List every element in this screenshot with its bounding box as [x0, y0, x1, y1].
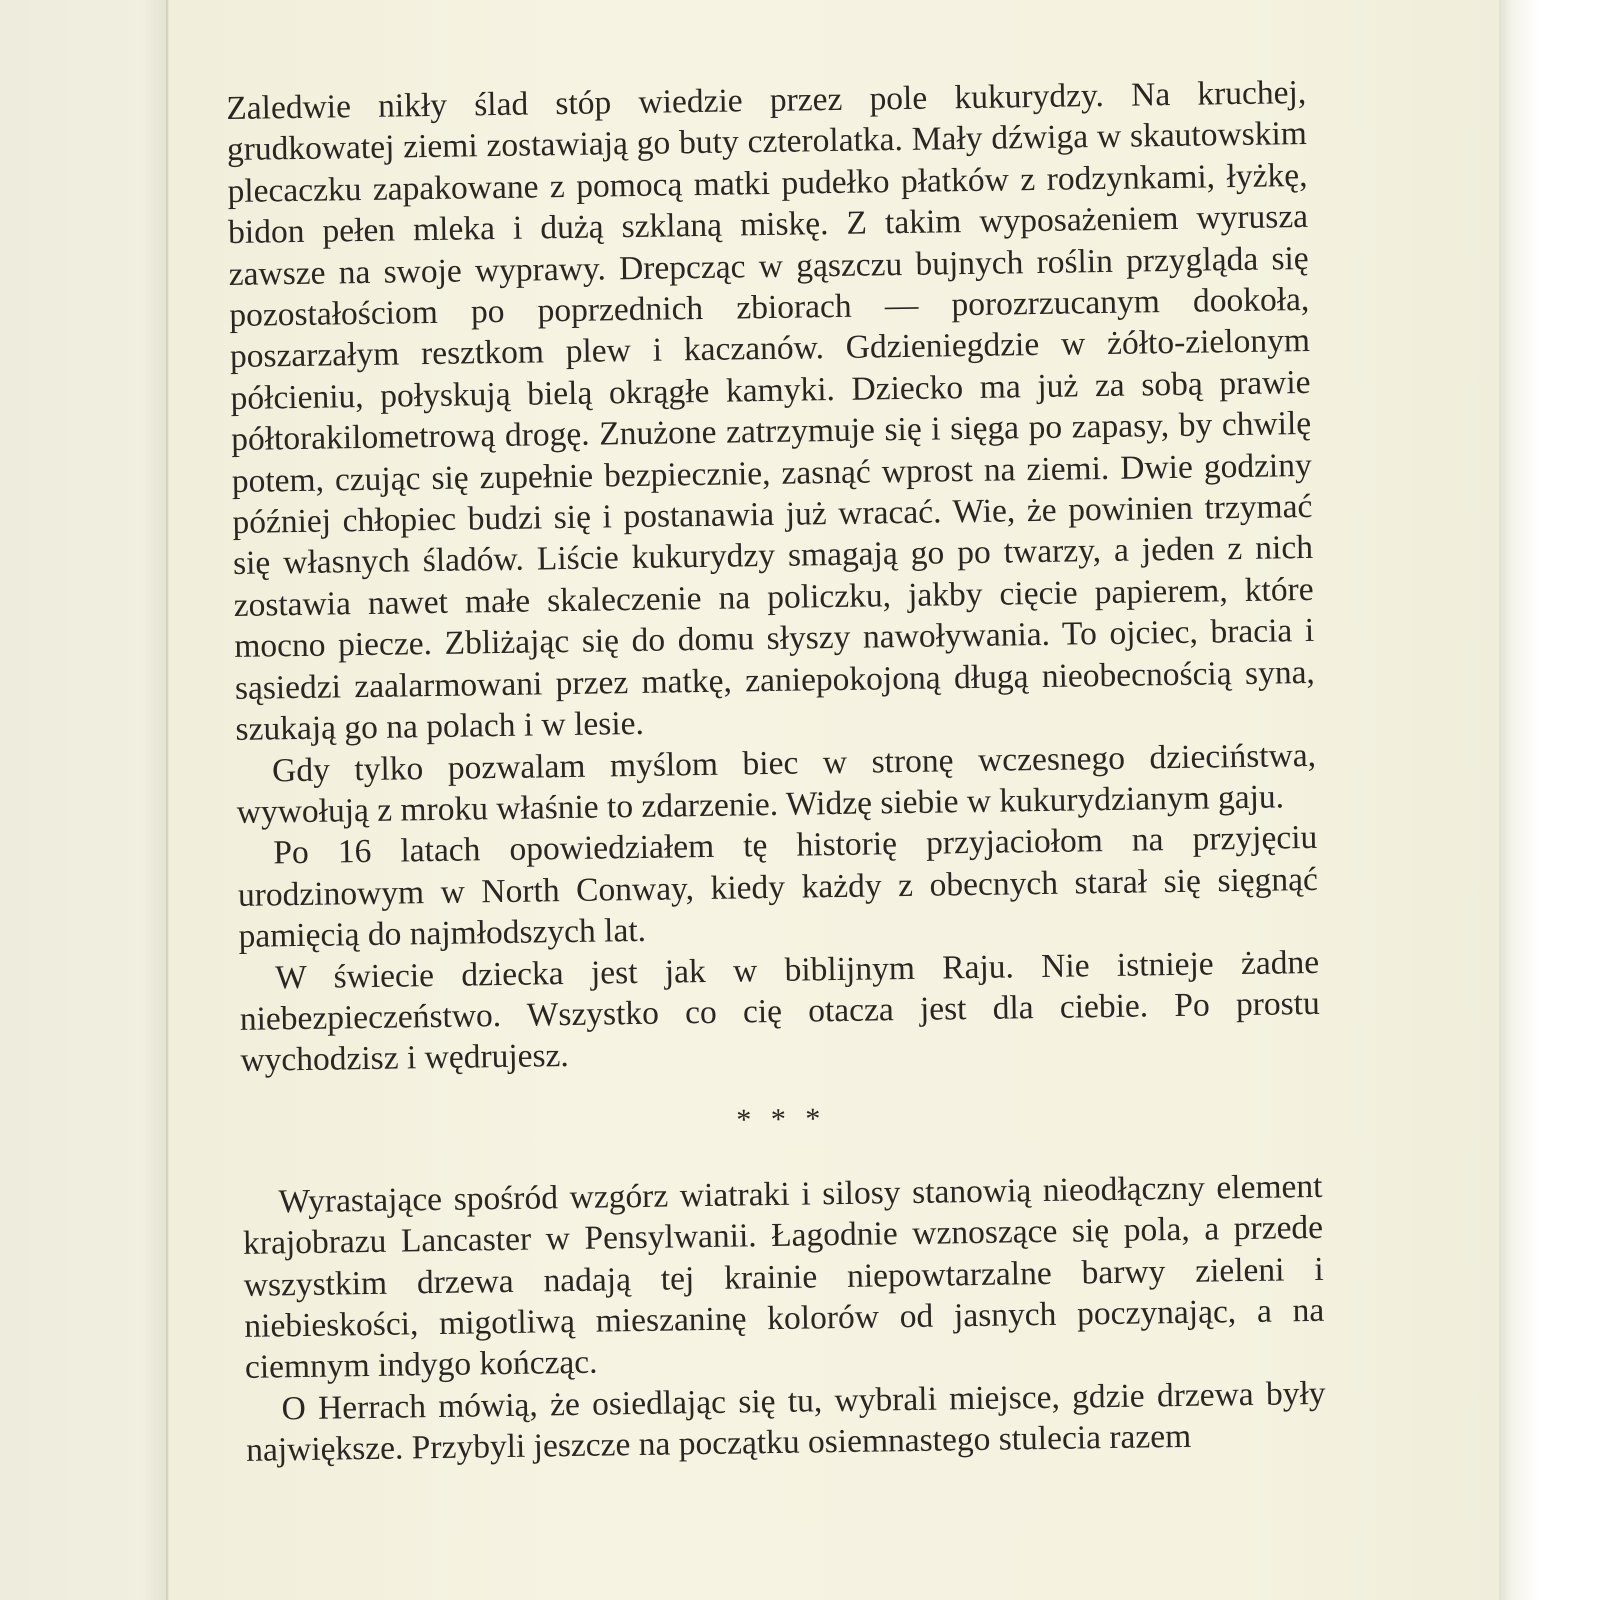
- page-right-edge: [1499, 0, 1600, 1600]
- section-break-asterisks: * * *: [736, 1101, 827, 1137]
- paragraph-3: Po 16 latach opowiedziałem tę historię przyjaciołom na przyjęciu urodzinowym w North Conway, kiedy każdy z obecnych starał się sięgnąć pamięcią do najmłodszych lat.: [237, 819, 1319, 956]
- page-text-block: [226, 72, 1326, 1471]
- paragraph-2: Gdy tylko pozwalam myślom biec w stronę wczesnego dzieciństwa, wywołują z mroku właśnie to zdarzenie. Widzę siebie w kukurydzianym gaju.: [236, 736, 1317, 831]
- paragraph-6: O Herrach mówią, że osiedlając się tu, wybrali miejsce, gdzie drzewa były największe. Przybyli jeszcze na początku osiemnastego stulecia razem: [245, 1374, 1326, 1470]
- paragraph-1: Zaledwie nikły ślad stóp wiedzie przez pole kukurydzy. Na kruchej, grudkowatej ziemi zostawiają go buty czterolatka. Mały dźwiga w skautowskim plecaczku zapakowane z pomocą matki pudełko płatków z rodzynkami, łyżkę, bidon pełen mleka i dużą szklaną miskę. Z takim wyposażeniem wyrusza zawsze na swoje wyprawy. Drepcząc w gąszczu bujnych roślin przygląda się pozostałościom po poprzednich zbiorach — porozrzucanym dookoła, poszarzałym resztkom plew i kaczanów. Gdzieniegdzie w żółto-zielonym półcieniu, połyskują bielą okrągłe kamyki. Dziecko ma już za sobą prawie półtorakilometrową drogę. Znużone zatrzymuje się i sięga po zapasy, by chwilę potem, czując się zupełnie bezpiecznie, zasnąć wprost na ziemi. Dwie godziny później chłopiec budzi się i postanawia już wracać. Wie, że powinien trzymać się własnych śladów. Liście kukurydzy smagają go po twarzy, a jeden z nich zostawia nawet małe skaleczenie na policzku, jakby cięcie papierem, które mocno piecze. Zbliżając się do domu słyszy nawoływania. To ojciec, bracia i sąsiedzi zaalarmowani przez matkę, zaniepokojoną długą nieobecnością syna, szukają go na polach i w lesie.: [226, 73, 1316, 749]
- left-page-edge: [0, 0, 168, 1600]
- paragraph-5: Wyrastające spośród wzgórz wiatraki i silosy stanowią nieodłączny element krajobrazu Lancaster w Pensylwanii. Łagodnie wznoszące się pola, a przede wszystkim drzewa nadają tej krainie niepowtarzalne barwy zieleni i niebieskości, migotliwą mieszaninę kolorów od jasnych poczynając, a na ciemnym indygo kończąc.: [242, 1167, 1325, 1387]
- paragraph-4: W świecie dziecka jest jak w biblijnym Raju. Nie istnieje żadne niebezpieczeństwo. Wszystko co cię otacza jest dla ciebie. Po prostu wychodzisz i wędrujesz.: [239, 943, 1320, 1080]
